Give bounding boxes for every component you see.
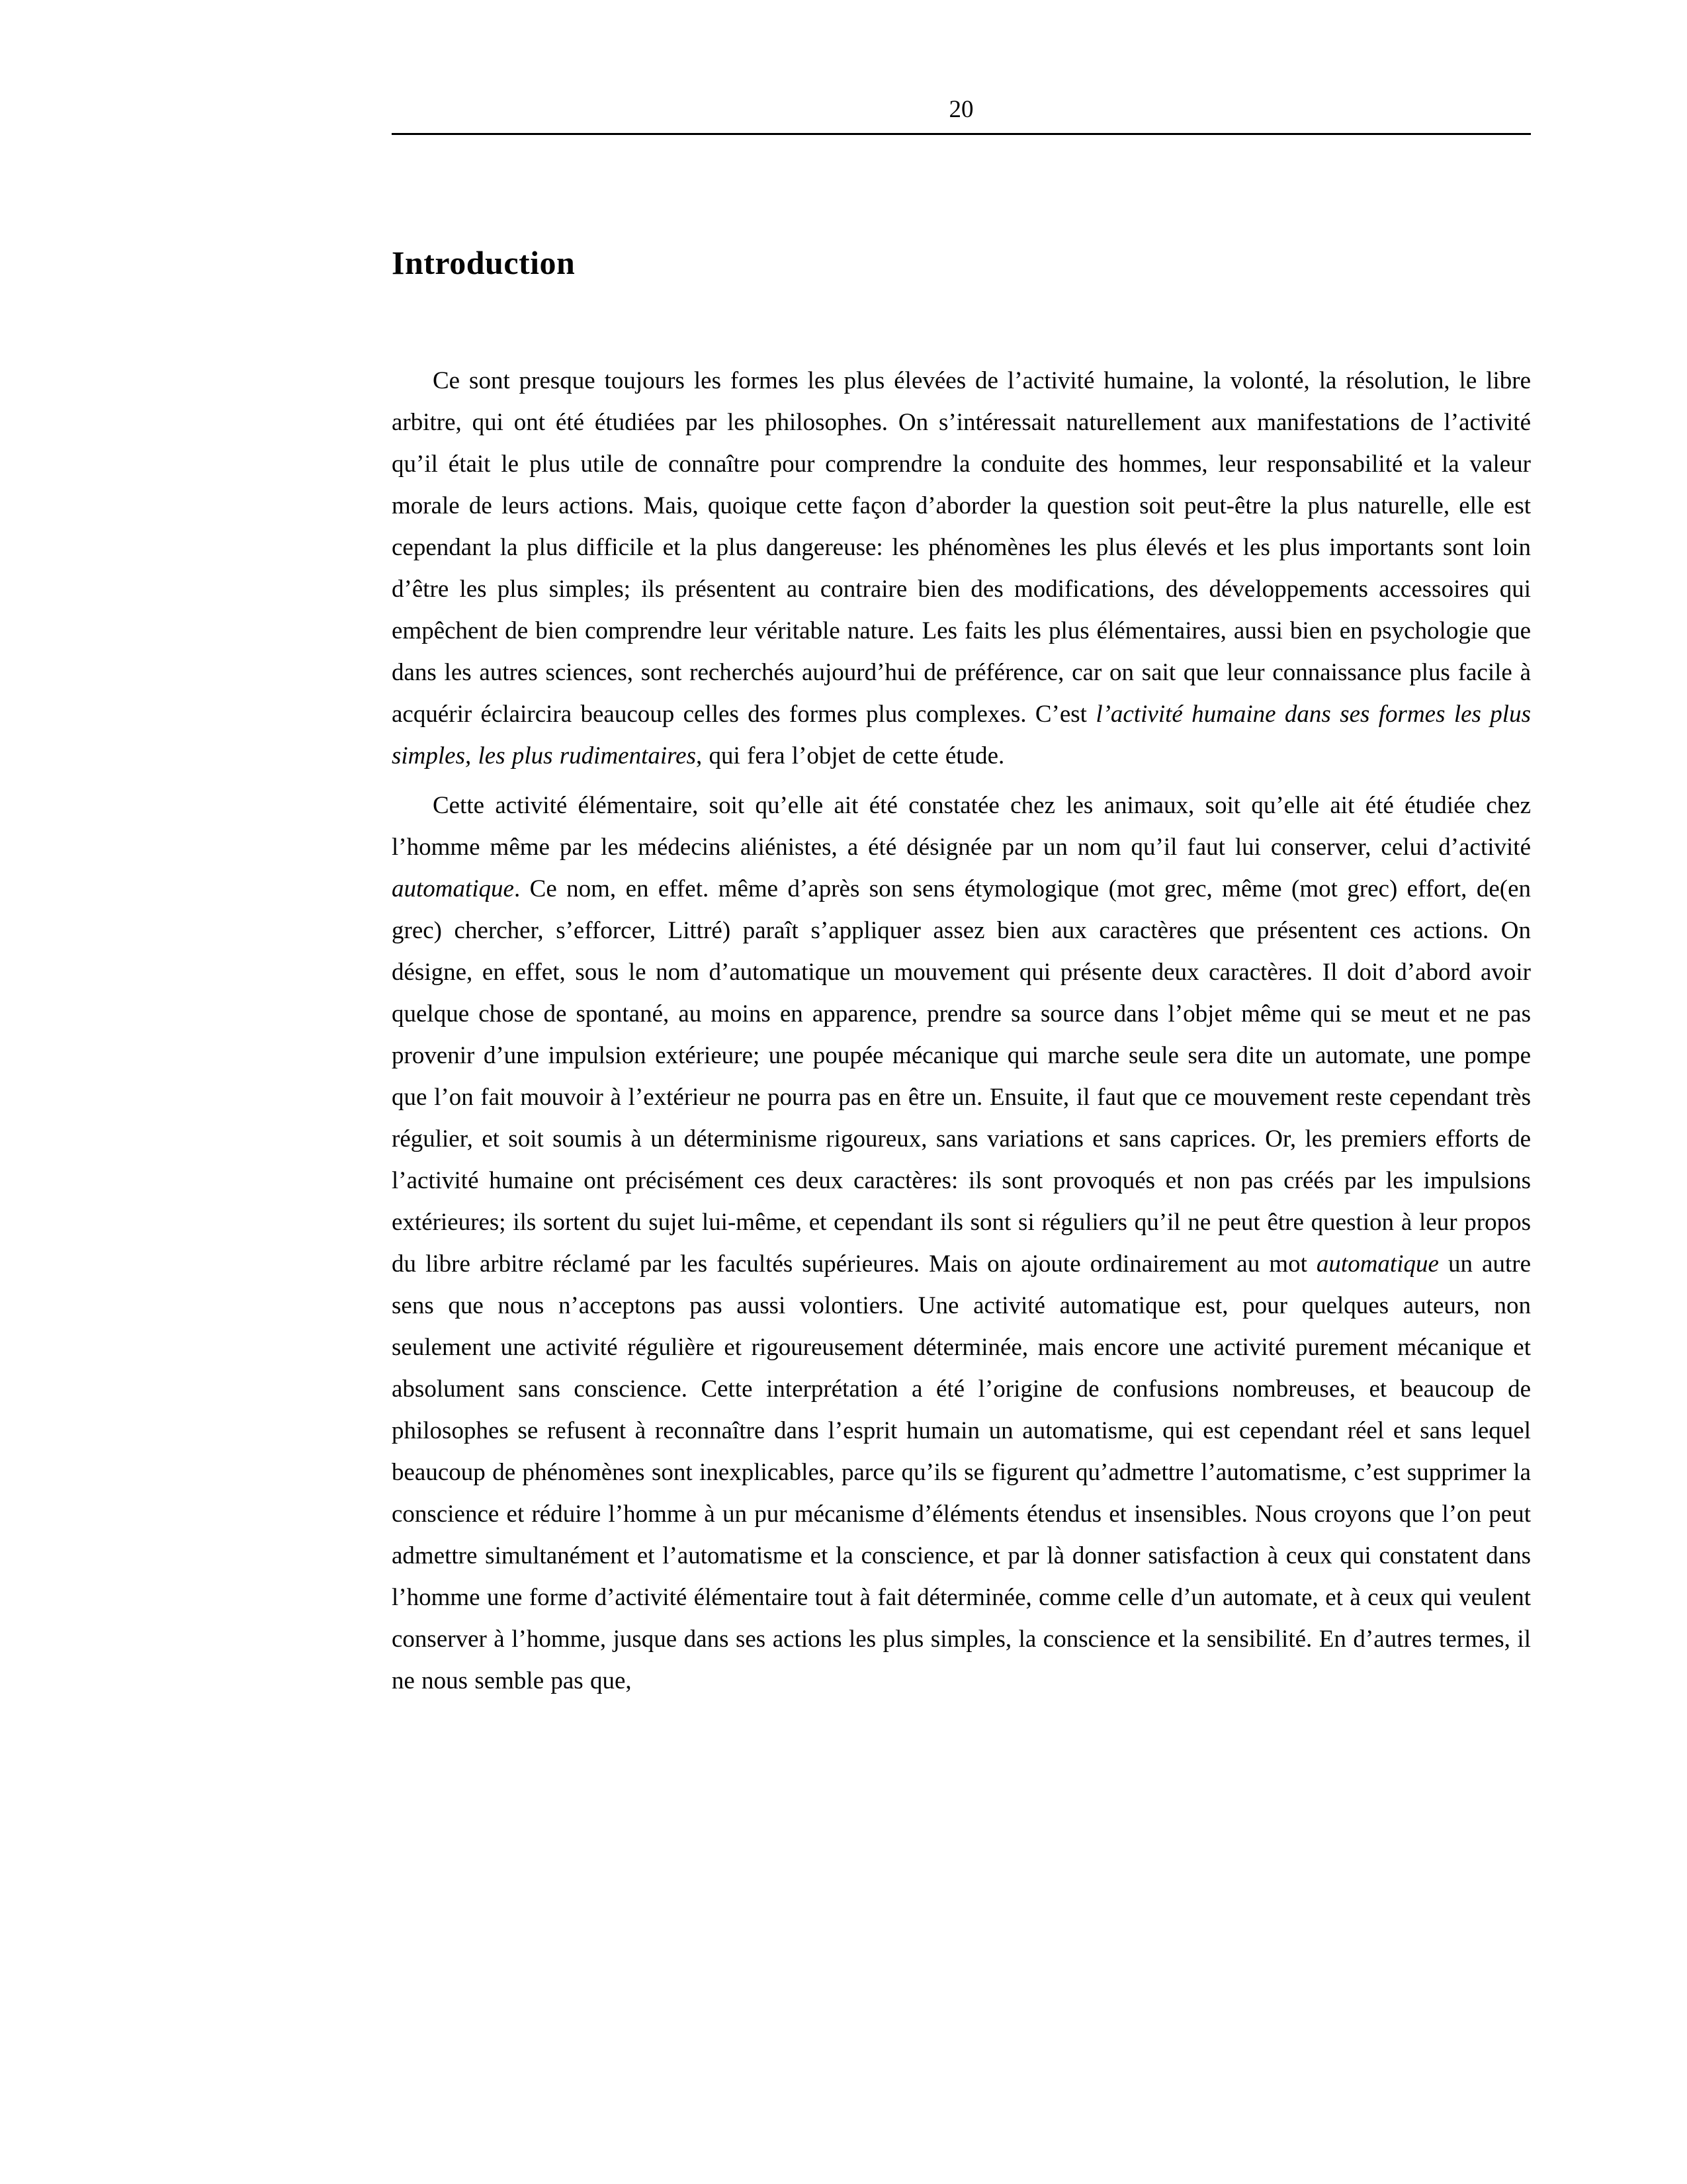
page-header bbox=[392, 0, 1531, 135]
header-rule bbox=[392, 133, 1531, 135]
page-number: 20 bbox=[949, 96, 974, 123]
section-heading: Introduction bbox=[392, 244, 576, 281]
paragraph: Cette activité élémentaire, soit qu’elle ait été constatée chez les animaux, soit qu’elle ait été étudiée chez l’homme même par les médecins aliénistes, a été désignée par un nom qu’il faut lui conserver, celui d’activité automatique. Ce nom, en effet. même d’après son sens étymologique (mot grec, même (mot grec) effort, de(en grec) chercher, s’efforcer, Littré) paraît s’appliquer assez bien aux caractères que présentent ces actions. On désigne, en effet, sous le nom d’automatique un mouvement qui présente deux caractères. Il doit d’abord avoir quelque chose de spontané, au moins en apparence, prendre sa source dans l’objet même qui se meut et ne pas provenir d’une impulsion extérieure; une poupée mécanique qui marche seule sera dite un automate, une pompe que l’on fait mouvoir à l’extérieur ne pourra pas en être un. Ensuite, il faut que ce mouvement reste cependant très régulier, et soit soumis à un déterminisme rigoureux, sans variations et sans caprices. Or, les premiers efforts de l’activité humaine ont précisément ces deux caractères: ils sont provoqués et non pas créés par les impulsions extérieures; ils sortent du sujet lui-même, et cependant ils sont si réguliers qu’il ne peut être question à leur propos du libre arbitre réclamé par les facultés supérieures. Mais on ajoute ordinairement au mot automatique un autre sens que nous n’acceptons pas aussi volontiers. Une activité automatique est, pour quelques auteurs, non seulement une activité régulière et rigoureusement déterminée, mais encore une activité purement mécanique et absolument sans conscience. Cette interprétation a été l’origine de confusions nombreuses, et beaucoup de philosophes se refusent à reconnaître dans l’esprit humain un automatisme, qui est cependant réel et sans lequel beaucoup de phénomènes sont inexplicables, parce qu’ils se figurent qu’admettre l’automatisme, c’est supprimer la conscience et réduire l’homme à un pur mécanisme d’éléments étendus et insensibles. Nous croyons que l’on peut admettre simultanément et l’automatisme et la conscience, et par là donner satisfaction à ceux qui constatent dans l’homme une forme d’activité élémentaire tout à fait déterminée, comme celle d’un automate, et à ceux qui veulent conserver à l’homme, jusque dans ses actions les plus simples, la conscience et la sensibilité. En d’autres termes, il ne nous semble pas que, bbox=[392, 792, 1531, 1694]
page-content bbox=[392, 246, 1531, 1710]
paragraph: Ce sont presque toujours les formes les plus élevées de l’activité humaine, la volonté, la résolution, le libre arbitre, qui ont été étudiées par les philosophes. On s’intéressait naturellement aux manifestations de l’activité qu’il était le plus utile de connaître pour comprendre la conduite des hommes, leur responsabilité et la valeur morale de leurs actions. Mais, quoique cette façon d’aborder la question soit peut-être la plus naturelle, elle est cependant la plus difficile et la plus dangereuse: les phénomènes les plus élevés et les plus importants sont loin d’être les plus simples; ils présentent au contraire bien des modifications, des développements accessoires qui empêchent de bien comprendre leur véritable nature. Les faits les plus élémentaires, aussi bien en psychologie que dans les autres sciences, sont recherchés aujourd’hui de préférence, car on sait que leur connaissance plus facile à acquérir éclaircira beaucoup celles des formes plus complexes. C’est l’activité humaine dans ses formes les plus simples, les plus rudimentaires, qui fera l’objet de cette étude. bbox=[392, 367, 1531, 769]
